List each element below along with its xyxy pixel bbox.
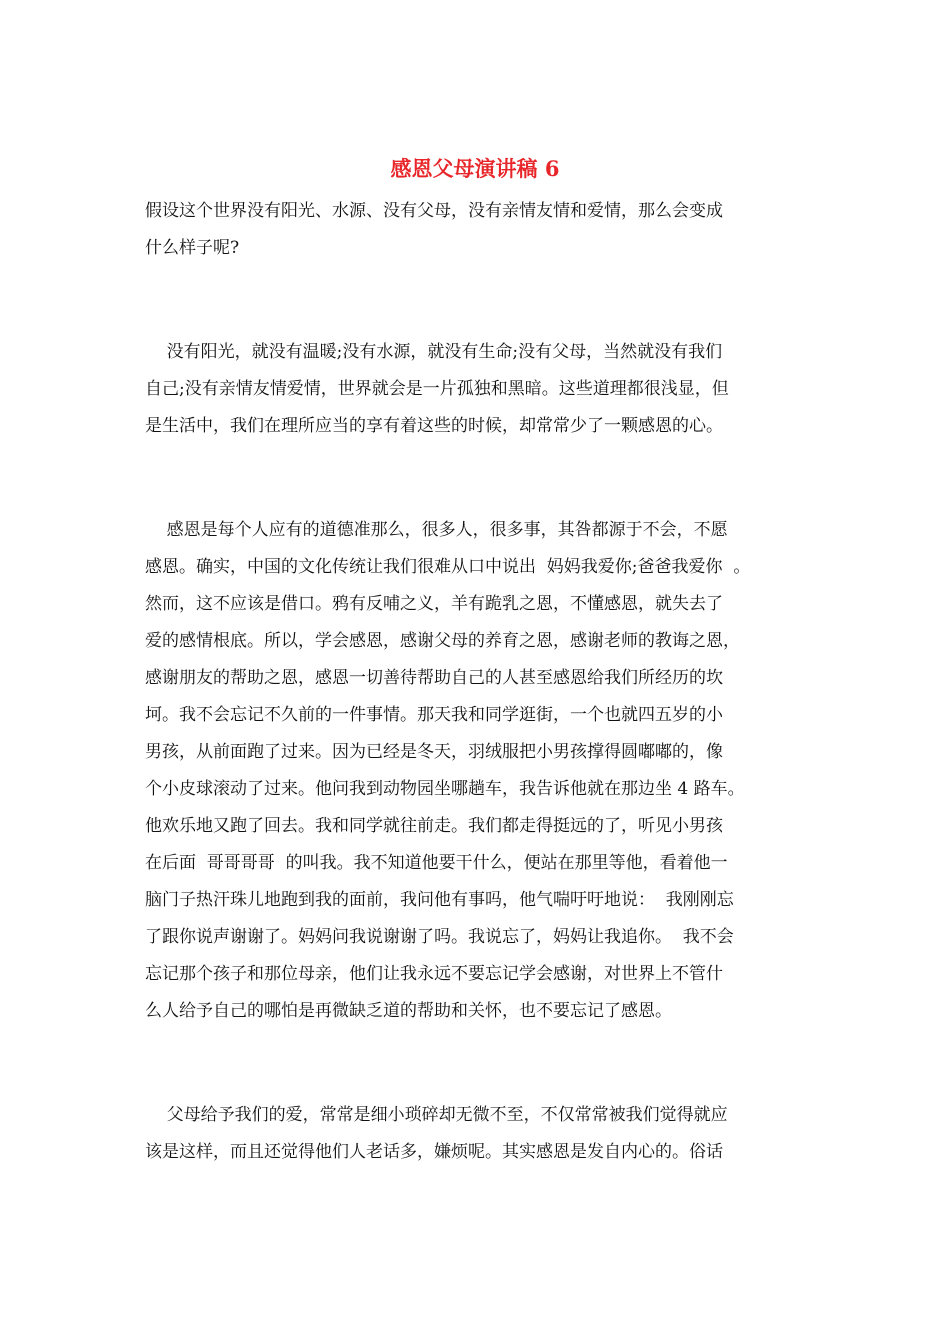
paragraph-3-line-12: 了跟你说声谢谢了。妈妈问我说谢谢了吗。我说忘了，妈妈让我追你。 我不会 — [145, 927, 734, 947]
paragraph-2-line-2: 自己;没有亲情友情爱情，世界就会是一片孤独和黑暗。这些道理都很浅显，但 — [145, 379, 729, 399]
paragraph-2-line-1: 没有阳光，就没有温暖;没有水源，就没有生命;没有父母，当然就没有我们 — [145, 342, 723, 362]
paragraph-3-line-13: 忘记那个孩子和那位母亲，他们让我永远不要忘记学会感谢，对世界上不管什 — [145, 964, 723, 984]
paragraph-3-line-2: 感恩。确实，中国的文化传统让我们很难从口中说出 妈妈我爱你;爸爸我爱你 。 — [145, 557, 751, 577]
paragraph-4-line-1: 父母给予我们的爱，常常是细小琐碎却无微不至，不仅常常被我们觉得就应 — [145, 1105, 728, 1125]
paragraph-3-line-7: 男孩，从前面跑了过来。因为已经是冬天，羽绒服把小男孩撑得圆嘟嘟的，像 — [145, 742, 723, 762]
paragraph-3-line-9: 他欢乐地又跑了回去。我和同学就往前走。我们都走得挺远的了，听见小男孩 — [145, 816, 723, 836]
paragraph-1-line-1: 假设这个世界没有阳光、水源、没有父母，没有亲情友情和爱情，那么会变成 — [145, 201, 723, 221]
paragraph-1-line-2: 什么样子呢? — [145, 238, 240, 258]
paragraph-2-line-3: 是生活中，我们在理所应当的享有着这些的时候，却常常少了一颗感恩的心。 — [145, 416, 723, 436]
paragraph-3-line-4: 爱的感情根底。所以，学会感恩，感谢父母的养育之恩，感谢老师的教诲之恩， — [145, 631, 740, 651]
document-title: 感恩父母演讲稿 6 — [390, 156, 560, 181]
paragraph-3-line-10: 在后面 哥哥哥哥 的叫我。我不知道他要干什么，便站在那里等他，看着他一 — [145, 853, 728, 873]
paragraph-4-line-2: 该是这样，而且还觉得他们人老话多，嫌烦呢。其实感恩是发自内心的。俗话 — [145, 1142, 723, 1162]
paragraph-3-line-5: 感谢朋友的帮助之恩，感恩一切善待帮助自己的人甚至感恩给我们所经历的坎 — [145, 668, 723, 688]
paragraph-3-line-8: 个小皮球滚动了过来。他问我到动物园坐哪趟车，我告诉他就在那边坐 4 路车。 — [145, 779, 745, 799]
paragraph-3-line-3: 然而，这不应该是借口。鸦有反哺之义，羊有跪乳之恩，不懂感恩，就失去了 — [145, 594, 723, 614]
paragraph-3-line-1: 感恩是每个人应有的道德准那么，很多人，很多事，其咎都源于不会，不愿 — [145, 520, 728, 540]
paragraph-3-line-14: 么人给予自己的哪怕是再微缺乏道的帮助和关怀，也不要忘记了感恩。 — [145, 1001, 672, 1021]
paragraph-3-line-6: 坷。我不会忘记不久前的一件事情。那天我和同学逛街，一个也就四五岁的小 — [145, 705, 723, 725]
paragraph-3-line-11: 脑门子热汗珠儿地跑到我的面前，我问他有事吗，他气喘吁吁地说： 我刚刚忘 — [145, 890, 734, 910]
